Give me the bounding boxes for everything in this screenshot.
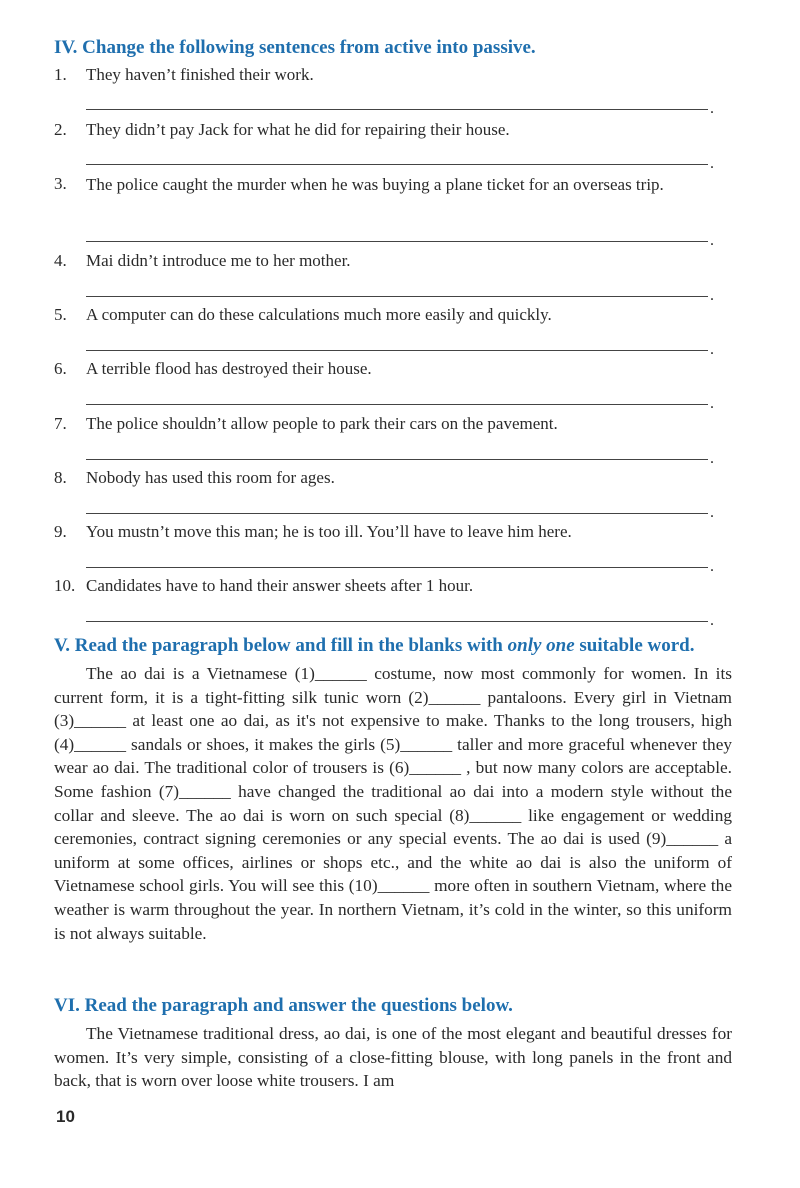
answer-line[interactable] xyxy=(86,513,708,514)
question-item xyxy=(54,64,744,118)
question-item xyxy=(54,250,744,304)
question-item xyxy=(54,521,744,575)
question-number: 8. xyxy=(54,468,67,487)
answer-line-period: . xyxy=(710,612,714,629)
section-5-heading-end: suitable word. xyxy=(574,635,695,656)
answer-line-period: . xyxy=(710,155,714,172)
section-5-heading xyxy=(54,634,760,658)
question-text: Nobody has used this room for ages. xyxy=(86,468,335,487)
question-number: 9. xyxy=(54,522,67,541)
section-4-heading: IV. Change the following sentences from active into passive. xyxy=(54,37,536,58)
question-number: 5. xyxy=(54,305,67,324)
section-5-heading-start: V. Read the paragraph below and fill in the blanks with xyxy=(54,635,508,656)
question-item xyxy=(54,119,744,173)
answer-line-period: . xyxy=(710,450,714,467)
question-item xyxy=(54,173,744,249)
answer-line-period: . xyxy=(710,100,714,117)
answer-line-period: . xyxy=(710,558,714,575)
answer-line[interactable] xyxy=(86,241,708,242)
question-item xyxy=(54,575,744,629)
question-item xyxy=(54,467,744,521)
answer-line-period: . xyxy=(710,395,714,412)
answer-line[interactable] xyxy=(86,404,708,405)
page-number: 10 xyxy=(56,1107,75,1126)
question-number: 6. xyxy=(54,359,67,378)
question-number: 1. xyxy=(54,65,67,84)
answer-line[interactable] xyxy=(86,164,708,165)
answer-line[interactable] xyxy=(86,459,708,460)
answer-line[interactable] xyxy=(86,109,708,110)
question-number: 7. xyxy=(54,414,67,433)
answer-line[interactable] xyxy=(86,567,708,568)
question-text: Candidates have to hand their answer sheets after 1 hour. xyxy=(86,576,474,595)
question-item xyxy=(54,358,744,412)
question-number: 3. xyxy=(54,174,67,193)
section-6-heading: VI. Read the paragraph and answer the questions below. xyxy=(54,995,513,1016)
answer-line-period: . xyxy=(710,287,714,304)
section-5-paragraph: The ao dai is a Vietnamese (1)______ costume, now most commonly for women. In its current form, it is a tight-fitting silk tunic worn (2)______ pantaloons. Every girl in Vietnam (3)______ at least one ao dai, as it's not expensive to make. Thanks to the long trousers, high (4)______ sandals or shoes, it makes the girls (5)______ taller and more graceful whenever they wear ao dai. The traditional color of trousers is (6)______ , but now many colors are acceptable. Some fashion (7)______ have changed the traditional ao dai into a modern style without the collar and sleeve. The ao dai is worn on such special (8)______ like engagement or wedding ceremonies, contract signing ceremonies or any special events. The ao dai is used (9)______ a uniform at some offices, airlines or shops etc., and the white ao dai is also the uniform of Vietnamese school girls. You will see this (10)______ more often in southern Vietnam, where the weather is warm throughout the year. In northern Vietnam, it’s cold in the winter, so this uniform is not always suitable. xyxy=(54,664,732,943)
question-text: You mustn’t move this man; he is too ill. You’ll have to leave him here. xyxy=(86,522,572,541)
section-5-heading-emphasis: only one xyxy=(507,635,575,656)
answer-line[interactable] xyxy=(86,350,708,351)
answer-line[interactable] xyxy=(86,621,708,622)
question-item xyxy=(54,304,744,358)
question-number: 4. xyxy=(54,251,67,270)
question-text: A computer can do these calculations much more easily and quickly. xyxy=(86,305,552,324)
question-text: They didn’t pay Jack for what he did for repairing their house. xyxy=(86,120,510,139)
question-number: 2. xyxy=(54,120,67,139)
answer-line[interactable] xyxy=(86,296,708,297)
question-text: A terrible flood has destroyed their house. xyxy=(86,359,372,378)
question-item xyxy=(54,413,744,467)
question-text: The police caught the murder when he was buying a plane ticket for an overseas trip. xyxy=(86,175,664,194)
question-text: Mai didn’t introduce me to her mother. xyxy=(86,251,351,270)
question-text: The police shouldn’t allow people to park their cars on the pavement. xyxy=(86,414,558,433)
question-number: 10. xyxy=(54,576,76,595)
answer-line-period: . xyxy=(710,341,714,358)
answer-line-period: . xyxy=(710,504,714,521)
answer-line-period: . xyxy=(710,232,714,249)
question-text: They haven’t finished their work. xyxy=(86,65,314,84)
section-6-paragraph: The Vietnamese traditional dress, ao dai, is one of the most elegant and beautiful dresses for women. It’s very simple, consisting of a close-fitting blouse, with long panels in the front and back, that is worn over loose white trousers. I am xyxy=(54,1024,732,1091)
